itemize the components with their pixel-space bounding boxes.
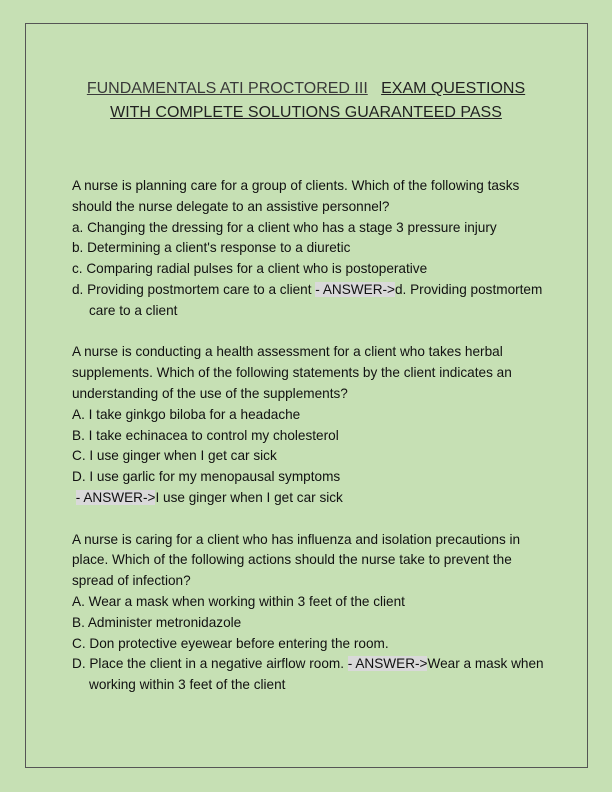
option-d-with-answer [72, 654, 547, 696]
answer-line [72, 488, 547, 509]
option-c: C. I use ginger when I get car sick [72, 448, 277, 464]
title-part-3: WITH COMPLETE SOLUTIONS GUARANTEED PASS [110, 104, 502, 121]
option-a: A. Wear a mask when working within 3 feet of the client [72, 593, 405, 609]
option-b: B. I take echinacea to control my cholesterol [72, 427, 339, 443]
option-b: B. Administer metronidazole [72, 614, 242, 630]
question-3 [72, 530, 547, 696]
option-c: C. Don protective eyewear before entering the room. [72, 635, 389, 651]
option-b: b. Determining a client's response to a diuretic [72, 240, 351, 256]
option-a: a. Changing the dressing for a client who has a stage 3 pressure injury [72, 219, 497, 235]
question-stem: A nurse is conducting a health assessment for a client who takes herbal supplements. Which of the following statements by the client indicates an understanding of the use of the supplements? [72, 344, 512, 401]
document-title [40, 77, 572, 125]
question-stem: A nurse is caring for a client who has influenza and isolation precautions in place. Which of the following actions should the nurse take to prevent the spread of infection? [72, 531, 521, 589]
question-stem: A nurse is planning care for a group of clients. Which of the following tasks should the nurse delegate to an assistive personnel? [72, 178, 520, 214]
option-d: D. Place the client in a negative airflow room. [72, 656, 348, 672]
option-d: d. Providing postmortem care to a client [72, 281, 316, 297]
answer-marker: - ANSWER-> [347, 656, 428, 672]
title-part-2: EXAM QUESTIONS [381, 80, 526, 97]
answer-text: Wear a mask when working within 3 feet of the client [89, 656, 544, 693]
option-c: c. Comparing radial pulses for a client who is postoperative [72, 261, 428, 277]
question-2 [72, 342, 547, 508]
title-line-1 [40, 77, 572, 101]
answer-marker: - ANSWER-> [75, 489, 156, 505]
answer-text: I use ginger when I get car sick [155, 489, 343, 505]
answer-marker: - ANSWER-> [315, 281, 395, 297]
option-d-with-answer [72, 280, 547, 322]
title-line-2 [40, 101, 572, 125]
title-part-1: FUNDAMENTALS ATI PROCTORED III [86, 80, 368, 97]
title-gap [368, 80, 381, 97]
question-1 [72, 176, 547, 322]
option-a: A. I take ginkgo biloba for a headache [72, 406, 301, 422]
question-list [72, 176, 547, 717]
answer-text: d. Providing postmortem care to a client [89, 281, 543, 318]
option-d: D. I use garlic for my menopausal symptoms [72, 469, 341, 485]
